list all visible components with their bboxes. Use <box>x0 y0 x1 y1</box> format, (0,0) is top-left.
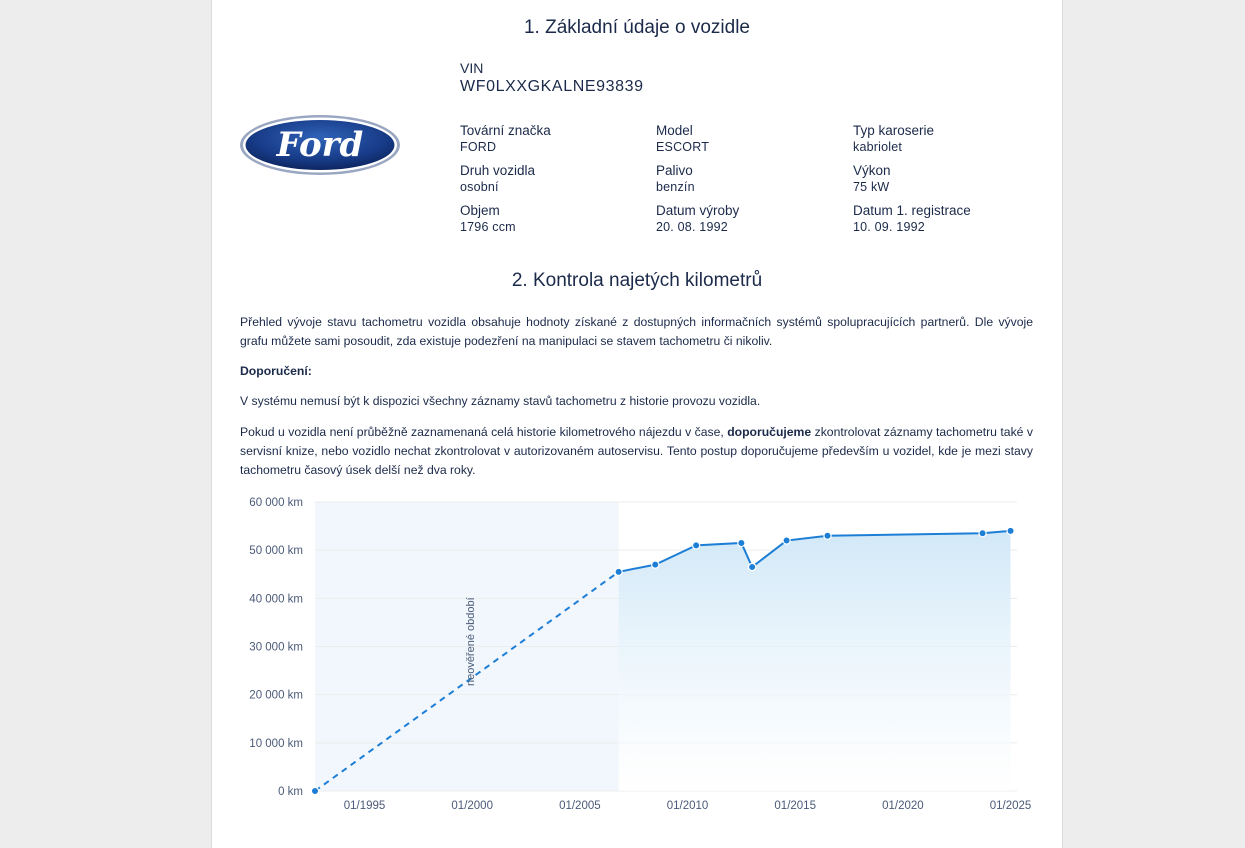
advice-bold: doporučujeme <box>727 425 812 439</box>
attr-brand-label: Tovární značka <box>460 123 551 138</box>
attr-manufactured-value: 20. 08. 1992 <box>656 220 728 234</box>
attr-body-value: kabriolet <box>853 140 903 154</box>
attr-brand <box>460 122 650 156</box>
report-page <box>211 0 1063 848</box>
section-title-vehicle-data: 1. Základní údaje o vozidle <box>523 17 751 38</box>
y-tick-label: 10 000 km <box>249 737 303 750</box>
data-point <box>979 530 986 537</box>
data-point <box>738 539 745 546</box>
attr-fuel-value: benzín <box>656 180 695 194</box>
attr-body <box>853 122 1043 156</box>
attr-body-label: Typ karoserie <box>853 123 935 138</box>
note-paragraph: V systému nemusí být k dispozici všechny záznamy stavů tachometru z historie provozu vozidla. <box>240 394 761 408</box>
vin-value: WF0LXXGKALNE93839 <box>460 78 644 95</box>
attr-volume-value: 1796 ccm <box>460 220 516 234</box>
attr-power-value: 75 kW <box>853 180 890 194</box>
data-point <box>749 563 756 570</box>
attr-manufactured-label: Datum výroby <box>656 203 740 218</box>
x-tick-label: 01/2010 <box>666 800 709 812</box>
y-tick-label: 0 km <box>278 786 303 798</box>
attr-brand-value: FORD <box>460 140 497 154</box>
attr-volume-label: Objem <box>460 203 500 218</box>
advice-text-2: zkontrolovat záznamy tachometru také v servisní knize, nebo vozidlo nechat zkontrolovat v autorizovaném autoservisu. Tento postup doporučujeme především u vozidel, kde je mezi stavy tachometru časový úsek delší než dva roky. <box>240 425 1033 477</box>
y-tick-label: 30 000 km <box>249 641 303 654</box>
y-tick-label: 40 000 km <box>249 593 303 606</box>
attr-registered-value: 10. 09. 1992 <box>853 220 925 234</box>
vin-label: VIN <box>460 60 484 76</box>
mileage-area <box>619 531 1011 791</box>
data-point <box>783 537 790 544</box>
attr-kind <box>460 162 650 196</box>
attr-model-value: ESCORT <box>656 140 710 154</box>
data-point <box>652 561 659 568</box>
attr-power <box>853 162 1043 196</box>
data-point <box>824 532 831 539</box>
x-tick-label: 01/2020 <box>882 800 924 812</box>
attr-fuel <box>656 162 846 196</box>
x-tick-label: 01/2015 <box>774 800 816 812</box>
attr-model-label: Model <box>656 123 693 138</box>
unverified-period-label: neověřené období <box>465 597 478 687</box>
attr-kind-label: Druh vozidla <box>460 163 536 178</box>
advice-paragraph <box>240 423 1033 480</box>
y-tick-label: 60 000 km <box>249 497 303 509</box>
mileage-chart <box>212 490 1062 820</box>
intro-paragraph: Přehled vývoje stavu tachometru vozidla obsahuje hodnoty získané z dostupných informačních systémů spolupracujících partnerů. Dle vývoje grafu můžete sami posoudit, zda existuje podezření na manipulaci se stavem tachometru či nikoliv. <box>240 315 1033 348</box>
attr-fuel-label: Palivo <box>656 163 693 178</box>
attr-manufactured <box>656 202 846 236</box>
attr-registered <box>853 202 1043 236</box>
y-tick-label: 20 000 km <box>249 689 303 702</box>
data-point <box>693 542 700 549</box>
x-tick-label: 01/2005 <box>559 800 601 812</box>
data-point <box>1007 527 1014 534</box>
attr-power-label: Výkon <box>853 163 891 178</box>
attr-kind-value: osobní <box>460 180 499 194</box>
attr-volume <box>460 202 650 236</box>
attr-model <box>656 122 846 156</box>
ford-logo <box>239 114 401 176</box>
data-point <box>615 568 622 575</box>
ford-logo-text: Ford <box>276 125 364 165</box>
recommendation-heading: Doporučení: <box>240 364 312 378</box>
x-tick-label: 01/2000 <box>451 800 493 812</box>
x-tick-label: 01/1995 <box>343 800 386 812</box>
data-point <box>311 787 318 794</box>
x-tick-label: 01/2025 <box>989 800 1032 812</box>
advice-text-1: Pokud u vozidla není průběžně zaznamenaná celá historie kilometrového nájezdu v čase, <box>240 425 728 439</box>
section-title-mileage: 2. Kontrola najetých kilometrů <box>511 270 763 291</box>
attr-registered-label: Datum 1. registrace <box>853 203 971 218</box>
y-tick-label: 50 000 km <box>249 545 303 558</box>
